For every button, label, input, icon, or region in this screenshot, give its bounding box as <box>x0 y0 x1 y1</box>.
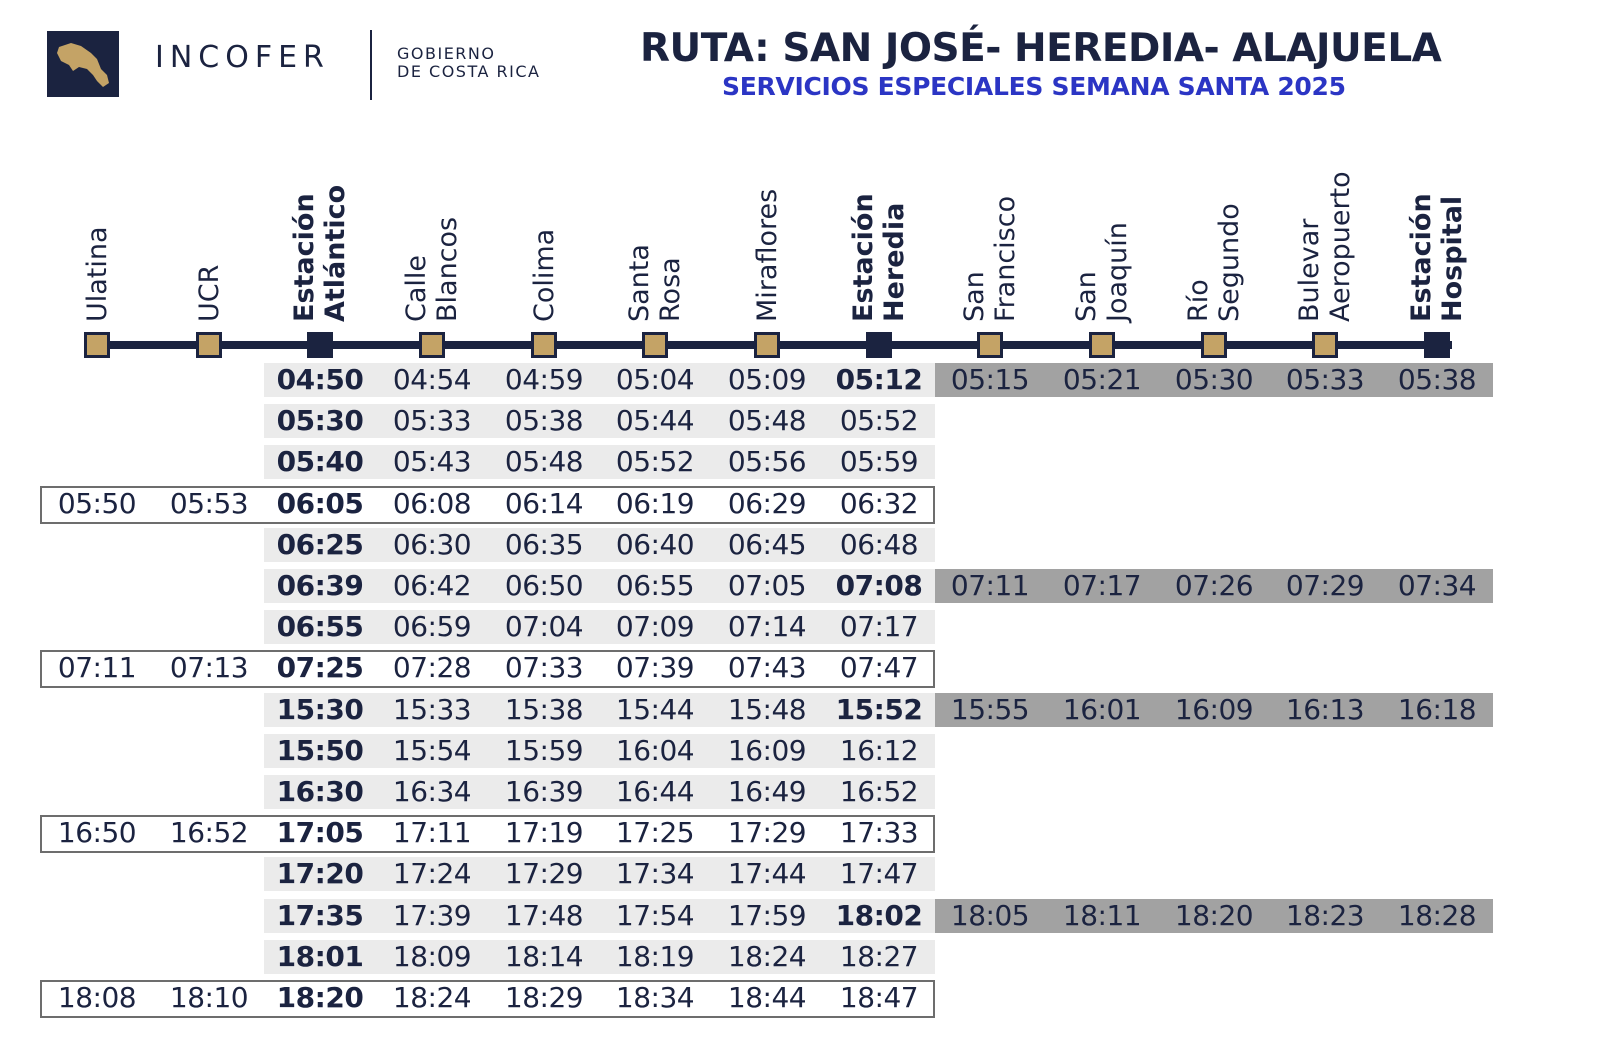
time-cell: 05:43 <box>392 445 472 479</box>
station-stop-marker <box>307 332 333 358</box>
time-cell: 07:29 <box>1285 569 1365 602</box>
time-cell: 17:39 <box>392 898 472 932</box>
time-cell: 18:23 <box>1285 898 1365 932</box>
time-cell: 18:24 <box>392 981 472 1014</box>
time-cell: 18:27 <box>839 939 919 973</box>
time-cell: 18:10 <box>169 981 249 1014</box>
time-cell: 06:48 <box>839 527 919 561</box>
time-cell: 15:38 <box>504 692 584 726</box>
time-cell: 05:52 <box>839 404 919 438</box>
time-cell: 16:09 <box>1174 692 1254 726</box>
time-cell: 07:09 <box>615 610 695 644</box>
time-cell: 07:25 <box>276 651 364 685</box>
stop-marker <box>196 332 222 358</box>
time-cell: 05:40 <box>276 445 364 479</box>
station-label-line: Estación <box>1406 193 1437 322</box>
time-cell: 05:33 <box>1285 363 1365 396</box>
time-cell: 15:30 <box>276 692 364 726</box>
time-cell: 17:48 <box>504 898 584 932</box>
time-cell: 06:05 <box>276 486 364 520</box>
time-cell: 18:19 <box>615 939 695 973</box>
stop-marker <box>1312 332 1338 358</box>
time-cell: 17:47 <box>839 857 919 891</box>
time-cell: 07:11 <box>57 651 137 685</box>
time-cell: 06:30 <box>392 527 472 561</box>
time-cell: 05:56 <box>727 445 807 479</box>
time-cell: 05:59 <box>839 445 919 479</box>
time-cell: 06:08 <box>392 486 472 520</box>
time-cell: 17:29 <box>727 816 807 850</box>
time-cell: 06:42 <box>392 569 472 602</box>
station-label <box>82 162 113 322</box>
government-line-2: DE COSTA RICA <box>397 62 541 81</box>
time-cell: 05:30 <box>276 404 364 438</box>
station-label <box>959 162 1021 322</box>
time-cell: 18:02 <box>835 898 923 932</box>
time-cell: 15:55 <box>950 692 1030 726</box>
time-cell: 05:15 <box>950 363 1030 396</box>
stop-marker <box>1089 332 1115 358</box>
time-cell: 06:50 <box>504 569 584 602</box>
station-label-line: Atlántico <box>320 184 351 322</box>
time-cell: 07:14 <box>727 610 807 644</box>
time-cell: 18:01 <box>276 939 364 973</box>
time-cell: 15:48 <box>727 692 807 726</box>
time-cell: 16:04 <box>615 733 695 767</box>
time-cell: 06:55 <box>615 569 695 602</box>
time-cell: 06:39 <box>276 569 364 602</box>
time-cell: 18:09 <box>392 939 472 973</box>
time-cell: 17:11 <box>392 816 472 850</box>
station-label-line: UCR <box>193 264 225 322</box>
time-cell: 16:39 <box>504 775 584 808</box>
station-label <box>401 162 463 322</box>
time-cell: 05:53 <box>169 486 249 520</box>
time-cell: 06:40 <box>615 527 695 561</box>
time-cell: 17:35 <box>276 898 364 932</box>
time-cell: 15:44 <box>615 692 695 726</box>
time-cell: 07:43 <box>727 651 807 685</box>
time-cell: 16:09 <box>727 733 807 767</box>
time-cell: 07:26 <box>1174 569 1254 602</box>
stop-marker <box>1201 332 1227 358</box>
station-label-line: Estación <box>289 193 320 322</box>
time-cell: 07:34 <box>1397 569 1477 602</box>
time-cell: 18:44 <box>727 981 807 1014</box>
time-cell: 16:49 <box>727 775 807 808</box>
station-label-line: Estación <box>848 193 879 322</box>
time-cell: 16:30 <box>276 775 364 808</box>
station-stop-marker <box>1424 332 1450 358</box>
route-title: RUTA: SAN JOSÉ- HEREDIA- ALAJUELA <box>640 26 1442 71</box>
time-cell: 15:59 <box>504 733 584 767</box>
time-cell: 16:52 <box>839 775 919 808</box>
brand-name: INCOFER <box>155 40 330 75</box>
time-cell: 17:54 <box>615 898 695 932</box>
station-label-line: Calle <box>401 254 432 322</box>
time-cell: 17:19 <box>504 816 584 850</box>
station-label-line: Joaquín <box>1102 222 1133 322</box>
time-cell: 18:14 <box>504 939 584 973</box>
stop-marker <box>642 332 668 358</box>
time-cell: 05:12 <box>835 363 923 396</box>
time-cell: 16:52 <box>169 816 249 850</box>
time-cell: 06:14 <box>504 486 584 520</box>
time-cell: 18:24 <box>727 939 807 973</box>
time-cell: 17:44 <box>727 857 807 891</box>
time-cell: 06:25 <box>276 527 364 561</box>
time-cell: 17:20 <box>276 857 364 891</box>
time-cell: 05:30 <box>1174 363 1254 396</box>
time-cell: 05:50 <box>57 486 137 520</box>
time-cell: 18:05 <box>950 898 1030 932</box>
station-label-line: Hospital <box>1437 195 1468 322</box>
time-cell: 05:48 <box>504 445 584 479</box>
station-label-line: Bulevar <box>1294 218 1325 322</box>
time-cell: 06:19 <box>615 486 695 520</box>
government-line-1: GOBIERNO <box>397 44 496 63</box>
station-label <box>848 162 910 322</box>
station-label-line: Heredia <box>879 202 910 322</box>
time-cell: 07:28 <box>392 651 472 685</box>
stop-marker <box>531 332 557 358</box>
time-cell: 18:28 <box>1397 898 1477 932</box>
costa-rica-map-icon <box>47 31 119 97</box>
time-cell: 06:45 <box>727 527 807 561</box>
time-cell: 18:20 <box>276 981 364 1014</box>
time-cell: 05:38 <box>1397 363 1477 396</box>
station-label-line: San <box>959 271 990 322</box>
time-cell: 07:39 <box>615 651 695 685</box>
time-cell: 05:38 <box>504 404 584 438</box>
stop-marker <box>419 332 445 358</box>
time-cell: 05:21 <box>1062 363 1142 396</box>
station-label <box>1183 162 1245 322</box>
time-cell: 07:17 <box>1062 569 1142 602</box>
station-label-line: Segundo <box>1214 203 1245 322</box>
station-label <box>289 162 351 322</box>
time-cell: 17:25 <box>615 816 695 850</box>
station-label <box>194 162 225 322</box>
station-label <box>1071 162 1133 322</box>
time-cell: 17:05 <box>276 816 364 850</box>
time-cell: 15:52 <box>835 692 923 726</box>
time-cell: 05:09 <box>727 363 807 396</box>
time-cell: 05:48 <box>727 404 807 438</box>
time-cell: 17:34 <box>615 857 695 891</box>
time-cell: 17:24 <box>392 857 472 891</box>
time-cell: 07:47 <box>839 651 919 685</box>
time-cell: 05:04 <box>615 363 695 396</box>
time-cell: 05:52 <box>615 445 695 479</box>
time-cell: 15:50 <box>276 733 364 767</box>
route-subtitle: SERVICIOS ESPECIALES SEMANA SANTA 2025 <box>722 72 1346 101</box>
time-cell: 16:13 <box>1285 692 1365 726</box>
time-cell: 07:04 <box>504 610 584 644</box>
station-label-line: San <box>1071 271 1102 322</box>
time-cell: 06:32 <box>839 486 919 520</box>
time-cell: 07:11 <box>950 569 1030 602</box>
time-cell: 06:35 <box>504 527 584 561</box>
station-label-line: Miraflores <box>751 188 783 322</box>
station-label <box>624 162 686 322</box>
stop-marker <box>84 332 110 358</box>
station-label <box>1294 162 1356 322</box>
station-label-line: Río <box>1183 279 1214 322</box>
time-cell: 16:01 <box>1062 692 1142 726</box>
time-cell: 06:59 <box>392 610 472 644</box>
time-cell: 17:33 <box>839 816 919 850</box>
time-cell: 06:55 <box>276 610 364 644</box>
station-label <box>752 162 783 322</box>
station-label <box>529 162 560 322</box>
incofer-logo <box>47 31 119 97</box>
time-cell: 18:47 <box>839 981 919 1014</box>
station-label-line: Aeropuerto <box>1325 171 1356 322</box>
time-cell: 17:29 <box>504 857 584 891</box>
station-label-line: Santa <box>624 244 655 322</box>
station-label-line: Francisco <box>990 195 1021 322</box>
time-cell: 18:34 <box>615 981 695 1014</box>
station-label-line: Ulatina <box>81 226 113 322</box>
station-label-line: Colima <box>528 228 560 322</box>
time-cell: 07:17 <box>839 610 919 644</box>
time-cell: 07:13 <box>169 651 249 685</box>
brand-divider <box>370 30 372 100</box>
time-cell: 18:11 <box>1062 898 1142 932</box>
time-cell: 04:54 <box>392 363 472 396</box>
station-label-line: Blancos <box>432 216 463 322</box>
time-cell: 17:59 <box>727 898 807 932</box>
station-stop-marker <box>866 332 892 358</box>
time-cell: 07:33 <box>504 651 584 685</box>
time-cell: 07:08 <box>835 569 923 602</box>
time-cell: 16:50 <box>57 816 137 850</box>
time-cell: 16:34 <box>392 775 472 808</box>
station-label-line: Rosa <box>655 257 686 322</box>
time-cell: 18:20 <box>1174 898 1254 932</box>
time-cell: 06:29 <box>727 486 807 520</box>
stop-marker <box>977 332 1003 358</box>
time-cell: 07:05 <box>727 569 807 602</box>
time-cell: 18:08 <box>57 981 137 1014</box>
time-cell: 16:18 <box>1397 692 1477 726</box>
time-cell: 15:54 <box>392 733 472 767</box>
time-cell: 05:33 <box>392 404 472 438</box>
time-cell: 05:44 <box>615 404 695 438</box>
stop-marker <box>754 332 780 358</box>
time-cell: 15:33 <box>392 692 472 726</box>
time-cell: 16:44 <box>615 775 695 808</box>
time-cell: 04:59 <box>504 363 584 396</box>
time-cell: 16:12 <box>839 733 919 767</box>
station-label <box>1406 162 1468 322</box>
time-cell: 18:29 <box>504 981 584 1014</box>
time-cell: 04:50 <box>276 363 364 396</box>
